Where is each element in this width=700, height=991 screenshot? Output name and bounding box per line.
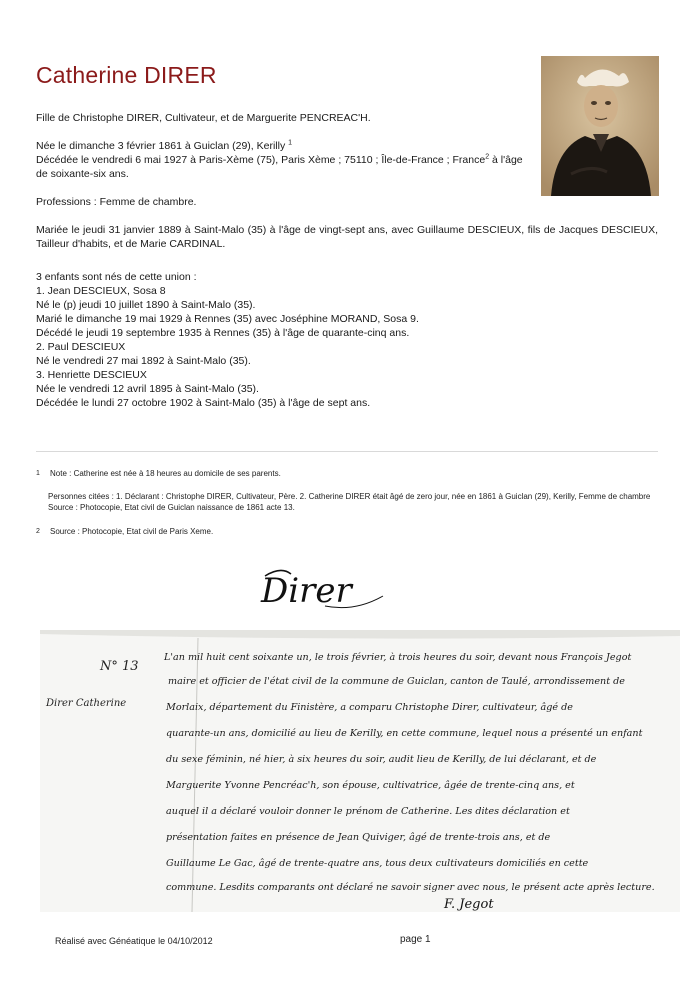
signature-text: Direr [261,571,352,611]
footnote-ref-2[interactable]: 2 [485,153,490,161]
parents-text: Fille de Christophe DIRER, Cultivateur, et de Marguerite PENCREAC'H. [36,112,371,124]
child-entry [36,368,419,410]
footnote-2-number: 2 [36,528,40,535]
page-number: page 1 [400,934,431,945]
children-intro: 3 enfants sont nés de cette union : [36,271,197,283]
record-mayor-signature: F. Jegot [444,897,494,912]
cited-persons: Personnes citées : 1. Déclarant : Christophe DIRER, Cultivateur, Père. 2. Catherine DIRER était âgé de zero jour, née en 1861 à Guiclan (29), Kerilly, Femme de chambre [48,492,651,501]
record-line: quarante-un ans, domicilié au lieu de Kerilly, en cette commune, lequel nous a présenté un enfant [166,728,643,739]
death-text [36,153,523,181]
record-line: L'an mil huit cent soixante un, le trois février, à trois heures du soir, devant nous François Jegot [164,652,632,663]
footnote-2-text: Source : Photocopie, Etat civil de Paris Xeme. [50,527,214,536]
child-detail: Décédée le lundi 27 octobre 1902 à Saint-Malo (35) à l'âge de sept ans. [36,397,371,409]
death-age-lead: à l'âge [489,154,523,166]
record-margin-name: Direr Catherine [46,698,127,709]
birth-text [36,139,292,153]
birth-line: Née le dimanche 3 février 1861 à Guiclan (29), Kerilly [36,140,286,152]
child-detail: Né le (p) jeudi 10 juillet 1890 à Saint-Malo (35). [36,299,256,311]
child-detail: Né le vendredi 27 mai 1892 à Saint-Malo (35). [36,355,251,367]
person-name-title: Catherine DIRER [36,62,217,88]
footnote-ref-1[interactable]: 1 [288,139,293,147]
record-act-number: N° 13 [100,659,139,674]
footnote-1-source: Source : Photocopie, Etat civil de Guiclan naissance de 1861 acte 13. [48,503,295,512]
record-line: commune. Lesdits comparants ont déclaré ne savoir signer avec nous, le présent acte après lecture. [166,882,655,893]
child-entry [36,284,419,340]
footnote-1-text: Note : Catherine est née à 18 heures au domicile de ses parents. [50,469,281,478]
death-age: de soixante-six ans. [36,168,129,180]
portrait-photo [541,56,659,196]
handwritten-signature [255,562,395,617]
footnote-1 [36,468,281,479]
child-detail: Décédé le jeudi 19 septembre 1935 à Rennes (35) à l'âge de quarante-cinq ans. [36,327,410,339]
record-line: Guillaume Le Gac, âgé de trente-quatre ans, tous deux cultivateurs domiciliés en cette [166,858,589,869]
record-line: auquel il a déclaré vouloir donner le prénom de Catherine. Les dites déclaration et [166,806,570,817]
footer-credit: Réalisé avec Généatique le 04/10/2012 [55,936,213,946]
footnote-1-number: 1 [36,470,40,477]
record-line: présentation faites en présence de Jean Quiviger, âgé de trente-trois ans, et de [166,832,551,843]
child-name: 1. Jean DESCIEUX, Sosa 8 [36,285,166,297]
child-name: 3. Henriette DESCIEUX [36,369,147,381]
footnote-2 [36,526,213,537]
marriage-text: Mariée le jeudi 31 janvier 1889 à Saint-Malo (35) à l'âge de vingt-sept ans, avec Guillaume DESCIEUX, fils de Jacques DESCIEUX, Tailleur d'habits, et de Marie CARDINAL. [36,224,658,250]
section-divider [36,451,658,452]
record-line: du sexe féminin, né hier, à six heures du soir, audit lieu de Kerilly, de lui déclarant, et de [166,754,597,765]
child-entry [36,340,419,368]
child-detail: Née le vendredi 12 avril 1895 à Saint-Malo (35). [36,383,259,395]
child-detail: Marié le dimanche 19 mai 1929 à Rennes (35) avec Joséphine MORAND, Sosa 9. [36,313,419,325]
child-name: 2. Paul DESCIEUX [36,341,126,353]
professions-text: Professions : Femme de chambre. [36,196,197,208]
record-line: maire et officier de l'état civil de la commune de Guiclan, canton de Taulé, arrondissement de [168,676,625,687]
footnote-1-details [48,491,658,513]
record-line: Marguerite Yvonne Pencréac'h, son épouse, cultivatrice, âgée de trente-cinq ans, et [166,780,575,791]
children-section [36,270,419,410]
death-line: Décédée le vendredi 6 mai 1927 à Paris-Xème (75), Paris Xème ; 75110 ; Île-de-France ; France [36,154,486,166]
record-line: Morlaix, département du Finistère, a comparu Christophe Direr, cultivateur, âgé de [166,702,573,713]
civil-record-scan [40,630,680,912]
